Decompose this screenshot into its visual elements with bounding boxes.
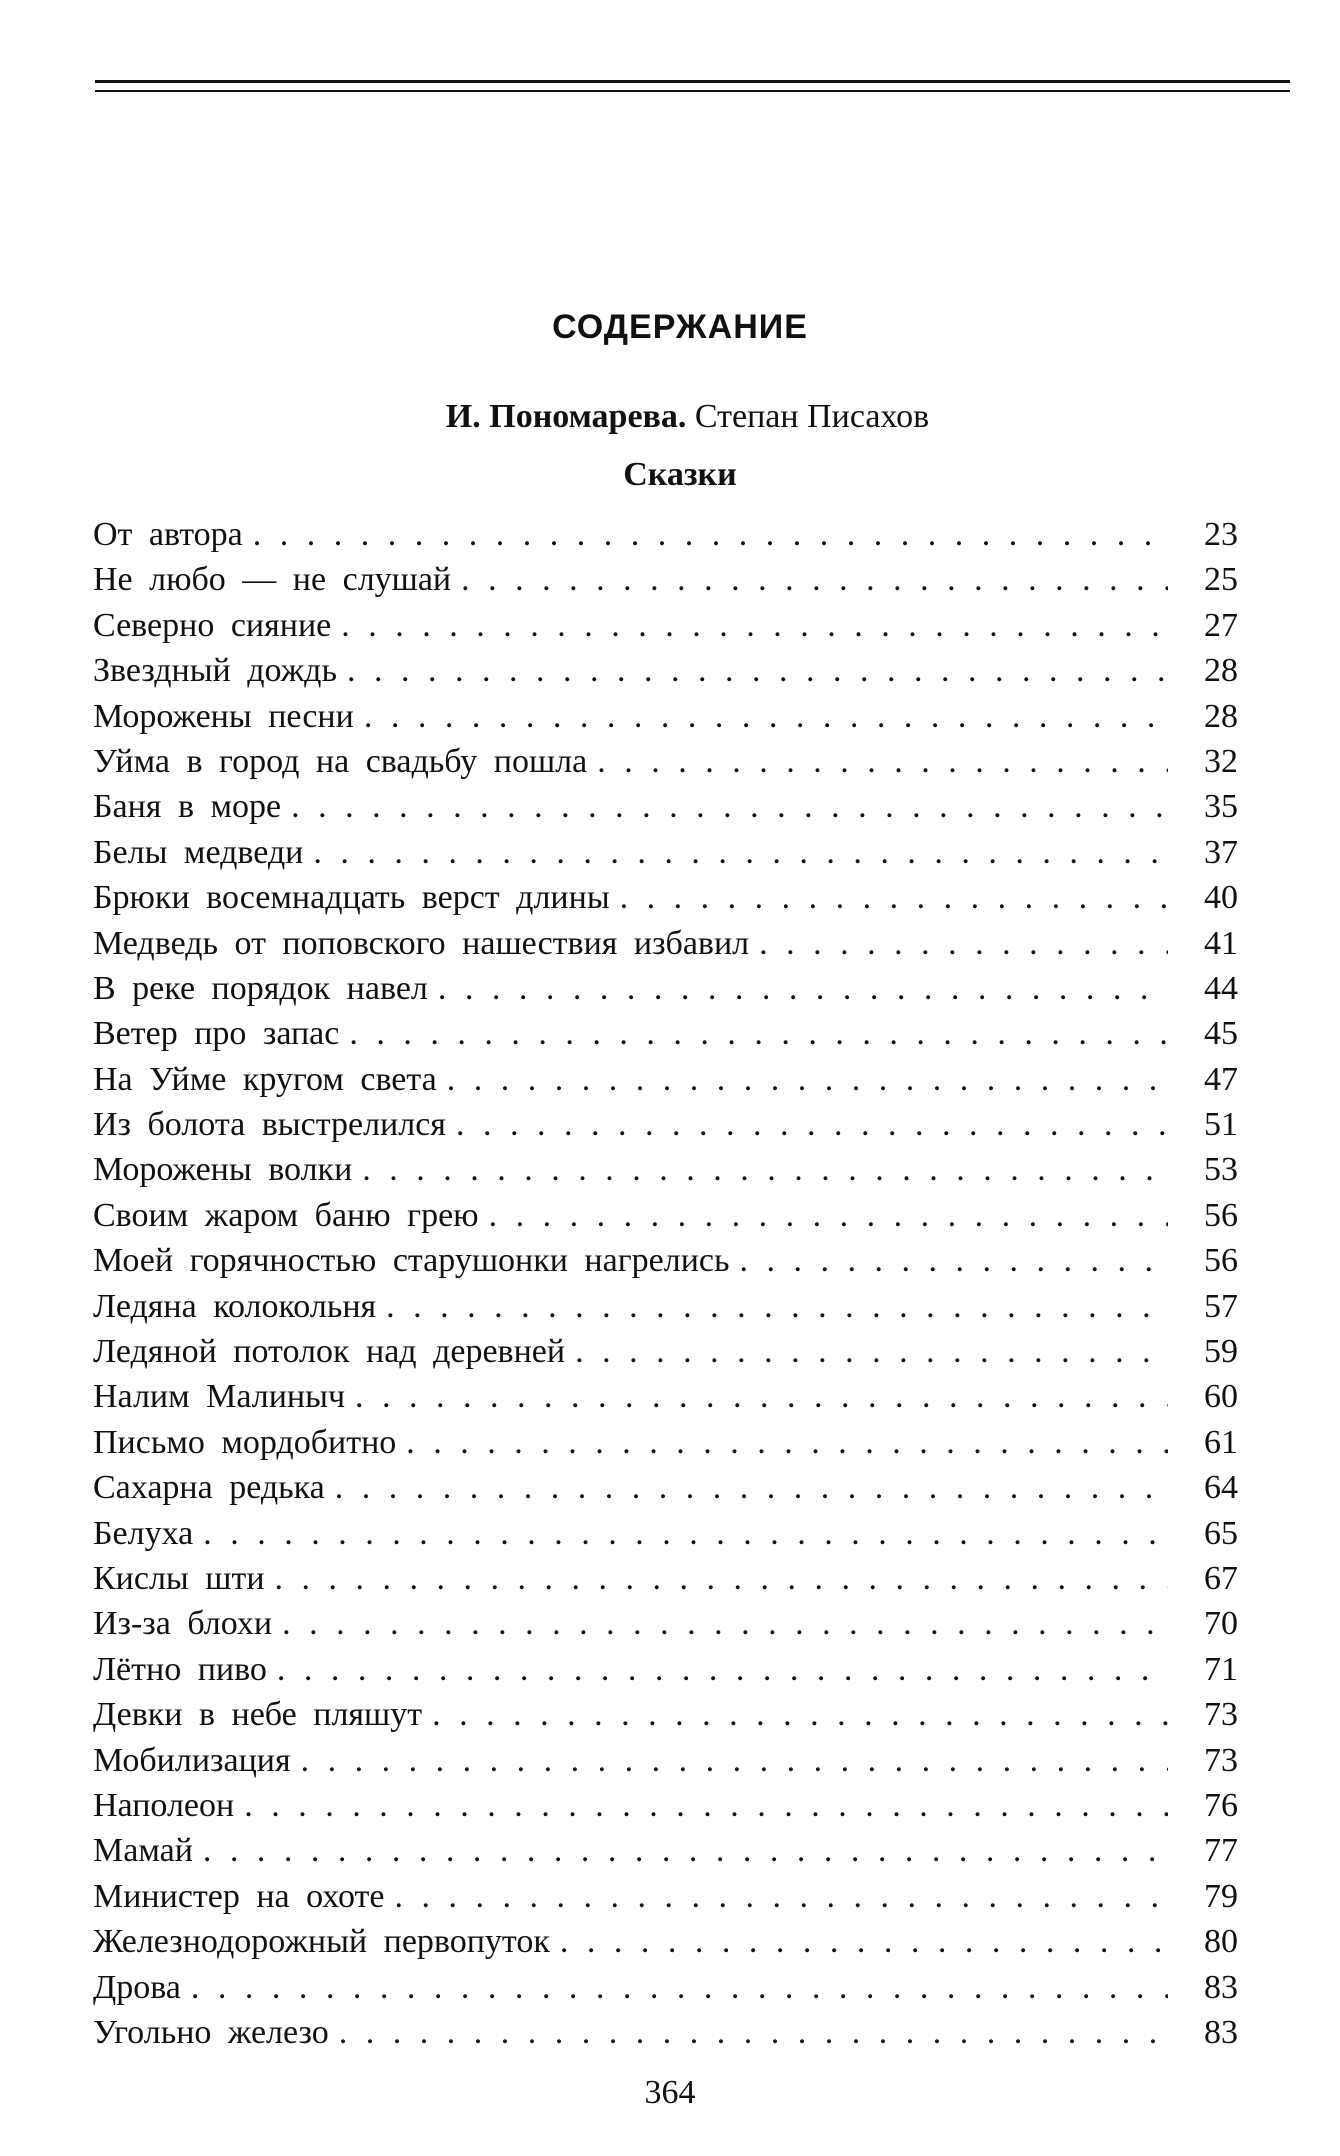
toc-entry-title: Железнодорожный первопуток: [93, 1923, 550, 1961]
dot-leader: [386, 1288, 1168, 1326]
toc-entry[interactable]: [93, 1923, 1238, 1968]
toc-entry-title: Налим Малиныч: [93, 1378, 346, 1416]
dot-leader: [456, 1106, 1168, 1144]
toc-entry-title: Ледяна колокольня: [93, 1287, 377, 1325]
dot-leader: [364, 698, 1168, 736]
toc-entry-page: 73: [1204, 1741, 1238, 1779]
toc-entry-page: 23: [1204, 516, 1238, 553]
toc-entry-title: Сахарна редька: [93, 1469, 325, 1507]
dot-leader: [349, 1015, 1168, 1053]
toc-entry[interactable]: [93, 1015, 1238, 1060]
dot-leader: [203, 1832, 1168, 1870]
toc-entry-title: Уйма в город на свадьбу пошла: [93, 742, 588, 780]
toc-entry[interactable]: [93, 1560, 1238, 1605]
toc-entry-page: 32: [1204, 742, 1238, 780]
toc-entry[interactable]: [93, 1106, 1238, 1151]
toc-entry-title: Брюки восемнадцать верст длины: [93, 879, 610, 917]
toc-entry[interactable]: [93, 1378, 1238, 1423]
toc-entry[interactable]: [93, 1605, 1238, 1650]
toc-entry-title: Кислы шти: [93, 1559, 265, 1597]
toc-entry[interactable]: [93, 1061, 1238, 1106]
toc-entry-page: 25: [1204, 561, 1238, 599]
toc-entry[interactable]: [93, 788, 1238, 833]
dot-leader: [597, 743, 1168, 781]
dot-leader: [335, 1469, 1168, 1507]
top-rule-thin: [95, 90, 1290, 92]
toc-entry[interactable]: [93, 652, 1238, 697]
toc-entry-title: Белуха: [93, 1514, 194, 1552]
toc-entry[interactable]: [93, 1832, 1238, 1877]
toc-entry-title: Мобилизация: [93, 1741, 291, 1779]
dot-leader: [277, 1651, 1168, 1689]
toc-entry-page: 61: [1204, 1423, 1238, 1461]
toc-entry[interactable]: [93, 925, 1238, 970]
dot-leader: [740, 1242, 1169, 1280]
toc-entry[interactable]: [93, 1878, 1238, 1923]
toc-list: [93, 516, 1238, 2059]
toc-entry-title: Моей горячностью старушонки нагрелись: [93, 1242, 730, 1280]
dot-leader: [489, 1197, 1168, 1235]
toc-entry-title: Министер на охоте: [93, 1877, 385, 1915]
toc-entry[interactable]: [93, 1242, 1238, 1287]
toc-entry-title: Морожены песни: [93, 697, 354, 735]
toc-entry-page: 77: [1204, 1832, 1238, 1870]
dot-leader: [620, 879, 1168, 917]
toc-entry-title: Звездный дождь: [93, 652, 337, 690]
toc-entry-title: Угольно железо: [93, 2013, 329, 2051]
toc-entry-page: 28: [1204, 652, 1238, 690]
toc-entry-page: 53: [1204, 1151, 1238, 1189]
toc-entry-page: 27: [1204, 606, 1238, 644]
toc-entry-title: Баня в море: [93, 788, 282, 826]
toc-entry[interactable]: [93, 1787, 1238, 1832]
dot-leader: [347, 652, 1168, 690]
dot-leader: [406, 1424, 1168, 1462]
toc-entry[interactable]: [93, 1651, 1238, 1696]
toc-entry-title: Морожены волки: [93, 1151, 353, 1189]
toc-entry[interactable]: [93, 834, 1238, 879]
dot-leader: [339, 2014, 1168, 2052]
intro-title: Степан Писахов: [694, 398, 930, 435]
toc-entry-title: От автора: [93, 516, 243, 553]
toc-entry-page: 70: [1204, 1605, 1238, 1643]
dot-leader: [560, 1923, 1168, 1961]
toc-entry[interactable]: [93, 1696, 1238, 1741]
toc-entry-page: 71: [1204, 1650, 1238, 1688]
toc-entry-page: 51: [1204, 1106, 1238, 1144]
toc-entry-title: Из болота выстрелился: [93, 1106, 446, 1144]
page-title: СОДЕРЖАНИЕ: [552, 308, 808, 346]
toc-entry-page: 57: [1204, 1287, 1238, 1325]
toc-entry-title: Белы медведи: [93, 833, 304, 871]
dot-leader: [275, 1560, 1168, 1598]
toc-entry[interactable]: [93, 1742, 1238, 1787]
toc-entry-title: Мамай: [93, 1832, 193, 1870]
toc-entry[interactable]: [93, 698, 1238, 743]
toc-entry-title: Лётно пиво: [93, 1650, 267, 1688]
toc-entry-page: 40: [1204, 879, 1238, 917]
toc-entry-title: На Уйме кругом света: [93, 1060, 437, 1098]
dot-leader: [301, 1742, 1168, 1780]
top-rule: [95, 80, 1290, 83]
toc-entry[interactable]: [93, 970, 1238, 1015]
toc-entry-title: Письмо мордобитно: [93, 1423, 397, 1461]
toc-entry[interactable]: [93, 1333, 1238, 1378]
toc-entry-page: 44: [1204, 969, 1238, 1007]
dot-leader: [438, 970, 1168, 1008]
toc-entry-page: 79: [1204, 1877, 1238, 1915]
toc-entry-page: 56: [1204, 1196, 1238, 1234]
toc-entry[interactable]: [93, 1515, 1238, 1560]
toc-entry-title: Дрова: [93, 1968, 181, 2006]
toc-entry-title: Ветер про запас: [93, 1015, 340, 1053]
toc-entry[interactable]: [93, 743, 1238, 788]
toc-entry-title: В реке порядок навел: [93, 969, 428, 1007]
dot-leader: [191, 1969, 1168, 2007]
toc-entry-page: 47: [1204, 1060, 1238, 1098]
page-number: 364: [644, 2074, 696, 2111]
toc-entry-page: 56: [1204, 1242, 1238, 1280]
intro-author: И. Пономарева.: [445, 398, 687, 435]
toc-entry[interactable]: [93, 607, 1238, 652]
toc-entry-page: 64: [1204, 1469, 1238, 1507]
dot-leader: [432, 1696, 1168, 1734]
dot-leader: [244, 1787, 1168, 1825]
toc-entry-title: Ледяной потолок над деревней: [93, 1333, 566, 1371]
dot-leader: [341, 607, 1168, 645]
dot-leader: [395, 1878, 1168, 1916]
toc-entry-page: 67: [1204, 1559, 1238, 1597]
toc-entry-page: 37: [1204, 833, 1238, 871]
toc-entry[interactable]: [93, 561, 1238, 606]
section-title: Сказки: [623, 456, 737, 493]
dot-leader: [575, 1333, 1168, 1371]
toc-entry[interactable]: [93, 516, 1238, 561]
toc-entry[interactable]: [93, 1288, 1238, 1333]
toc-entry[interactable]: [93, 1969, 1238, 2014]
toc-entry-title: Медведь от поповского нашествия избавил: [93, 924, 750, 962]
toc-entry-page: 73: [1204, 1696, 1238, 1734]
toc-entry-page: 59: [1204, 1333, 1238, 1371]
toc-entry-title: Наполеон: [93, 1786, 235, 1824]
toc-entry-title: Северно сияние: [93, 606, 332, 644]
dot-leader: [282, 1605, 1168, 1643]
toc-entry-page: 80: [1204, 1923, 1238, 1961]
intro-line: [0, 398, 1340, 436]
toc-entry-title: Своим жаром баню грею: [93, 1196, 479, 1234]
toc-entry-page: 76: [1204, 1786, 1238, 1824]
dot-leader: [291, 788, 1168, 826]
toc-entry-title: Девки в небе пляшут: [93, 1696, 423, 1734]
toc-entry-page: 28: [1204, 697, 1238, 735]
toc-entry[interactable]: [93, 879, 1238, 924]
dot-leader: [253, 516, 1168, 554]
dot-leader: [461, 561, 1168, 599]
toc-entry[interactable]: [93, 2014, 1238, 2059]
toc-entry-page: 83: [1204, 1968, 1238, 2006]
dot-leader: [362, 1151, 1168, 1189]
dot-leader: [203, 1515, 1168, 1553]
toc-entry[interactable]: [93, 1424, 1238, 1469]
toc-entry[interactable]: [93, 1197, 1238, 1242]
toc-entry-title: Не любо — не слушай: [93, 561, 452, 599]
dot-leader: [313, 834, 1168, 872]
dot-leader: [759, 925, 1168, 963]
toc-entry-page: 45: [1204, 1015, 1238, 1053]
toc-entry[interactable]: [93, 1469, 1238, 1514]
dot-leader: [447, 1061, 1168, 1099]
dot-leader: [355, 1378, 1168, 1416]
toc-entry-page: 65: [1204, 1514, 1238, 1552]
toc-entry-title: Из-за блохи: [93, 1605, 273, 1643]
toc-entry-page: 35: [1204, 788, 1238, 826]
toc-entry-page: 60: [1204, 1378, 1238, 1416]
toc-entry[interactable]: [93, 1151, 1238, 1196]
toc-entry-page: 41: [1204, 924, 1238, 962]
toc-entry-page: 83: [1204, 2013, 1238, 2051]
